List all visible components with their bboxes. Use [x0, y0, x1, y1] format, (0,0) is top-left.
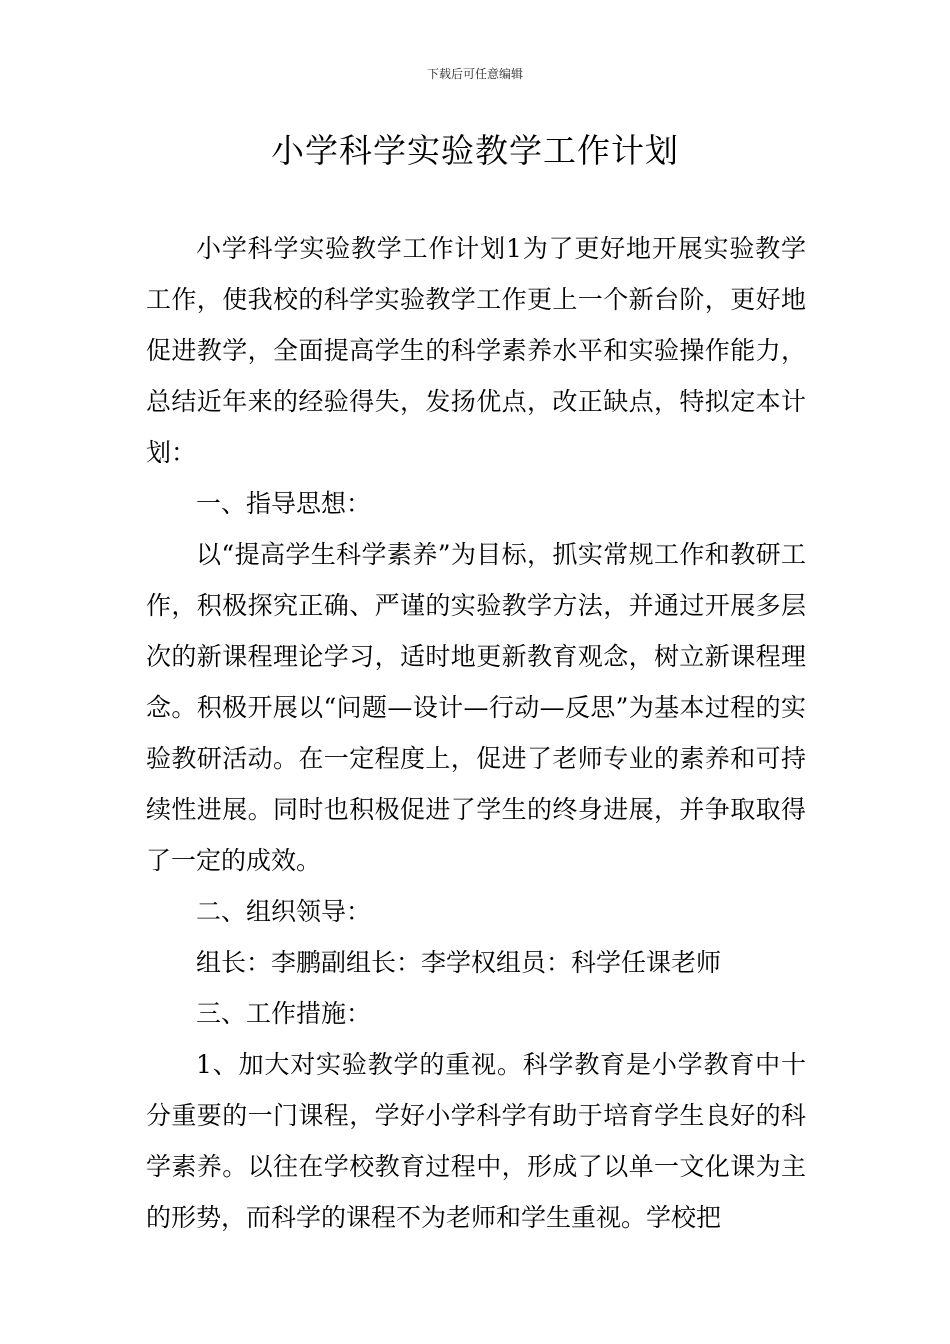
- measures-paragraph-1: 1、加大对实验教学的重视。科学教育是小学教育中十分重要的一门课程，学好小学科学有助于培育学生良好的科学素养。以往在学校教育过程中，形成了以单一文化课为主的形势，而科学的课程不为老师和学生重视。学校把: [146, 1050, 806, 1232]
- section-heading-organization: 二、组织领导：: [196, 897, 372, 926]
- intro-paragraph: 小学科学实验教学工作计划1为了更好地开展实验教学工作，使我校的科学实验教学工作更上一个新台阶，更好地促进教学，全面提高学生的科学素养水平和实验操作能力，总结近年来的经验得失，发扬优点，改正缺点，特拟定本计划：: [146, 234, 806, 467]
- organization-members-line: 组长：李鹏副组长：李学权组员：科学任课老师: [196, 948, 722, 977]
- section-heading-measures: 三、工作措施：: [196, 999, 372, 1028]
- guiding-ideas-paragraph: 以“提高学生科学素养”为目标，抓实常规工作和教研工作，积极探究正确、严谨的实验教学方法，并通过开展多层次的新课程理论学习，适时地更新教育观念，树立新课程理念。积极开展以“问题—设计—行动—反思”为基本过程的实验教研活动。在一定程度上，促进了老师专业的素养和可持续性进展。同时也积极促进了学生的终身进展，并争取取得了一定的成效。: [146, 540, 806, 875]
- page-header-note: 下载后可任意编辑: [426, 67, 523, 81]
- document-title: 小学科学实验教学工作计划: [271, 131, 679, 170]
- document-body: [146, 223, 806, 1243]
- section-heading-guiding-ideas: 一、指导思想：: [196, 489, 372, 518]
